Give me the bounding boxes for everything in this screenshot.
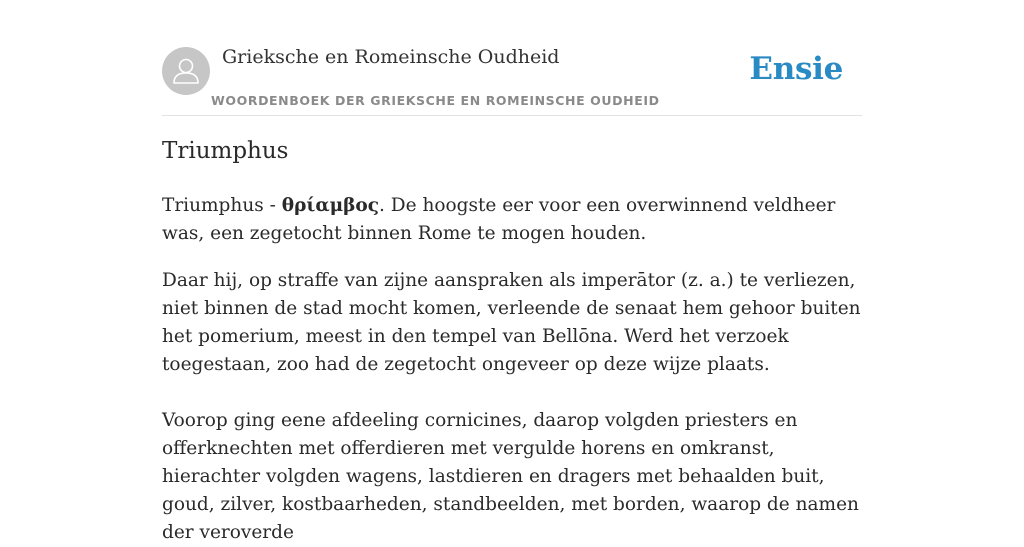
brand-logo[interactable]: Ensie — [749, 51, 843, 87]
avatar[interactable] — [162, 47, 210, 95]
site-header — [162, 0, 862, 116]
article-paragraph-3: Voorop ging eene afdeeling cornicines, daarop volgden priesters en offerknechten met offerdieren met vergulde horens en omkranst, hierachter volgden wagens, lastdieren en dragers met behaalden buit, goud, zilver, kostbaarheden, standbeelden, met borden, waarop de namen der veroverde — [162, 410, 859, 543]
greek-term: θρίαμβος — [281, 195, 380, 216]
article-paragraph-1 — [162, 192, 862, 248]
paragraph-lead: Triumphus - — [162, 195, 282, 216]
page-title: Triumphus — [162, 138, 289, 164]
paragraph-text: . De hoogste eer voor een overwinnend veldheer was, een zegetocht binnen Rome te mogen houden. — [162, 195, 836, 244]
user-icon — [162, 47, 210, 95]
site-title[interactable]: Grieksche en Romeinsche Oudheid — [222, 46, 560, 68]
site-subtitle[interactable]: WOORDENBOEK DER GRIEKSCHE EN ROMEINSCHE OUDHEID — [211, 93, 660, 108]
article-paragraph-2: Daar hij, op straffe van zijne aanspraken als imperātor (z. a.) te verliezen, niet binnen de stad mocht komen, verleende de senaat hem gehoor buiten het pomerium, meest in den tempel van Bellōna. Werd het verzoek toegestaan, zoo had de zegetocht ongeveer op deze wijze plaats. — [162, 270, 861, 375]
page-container — [162, 0, 862, 543]
